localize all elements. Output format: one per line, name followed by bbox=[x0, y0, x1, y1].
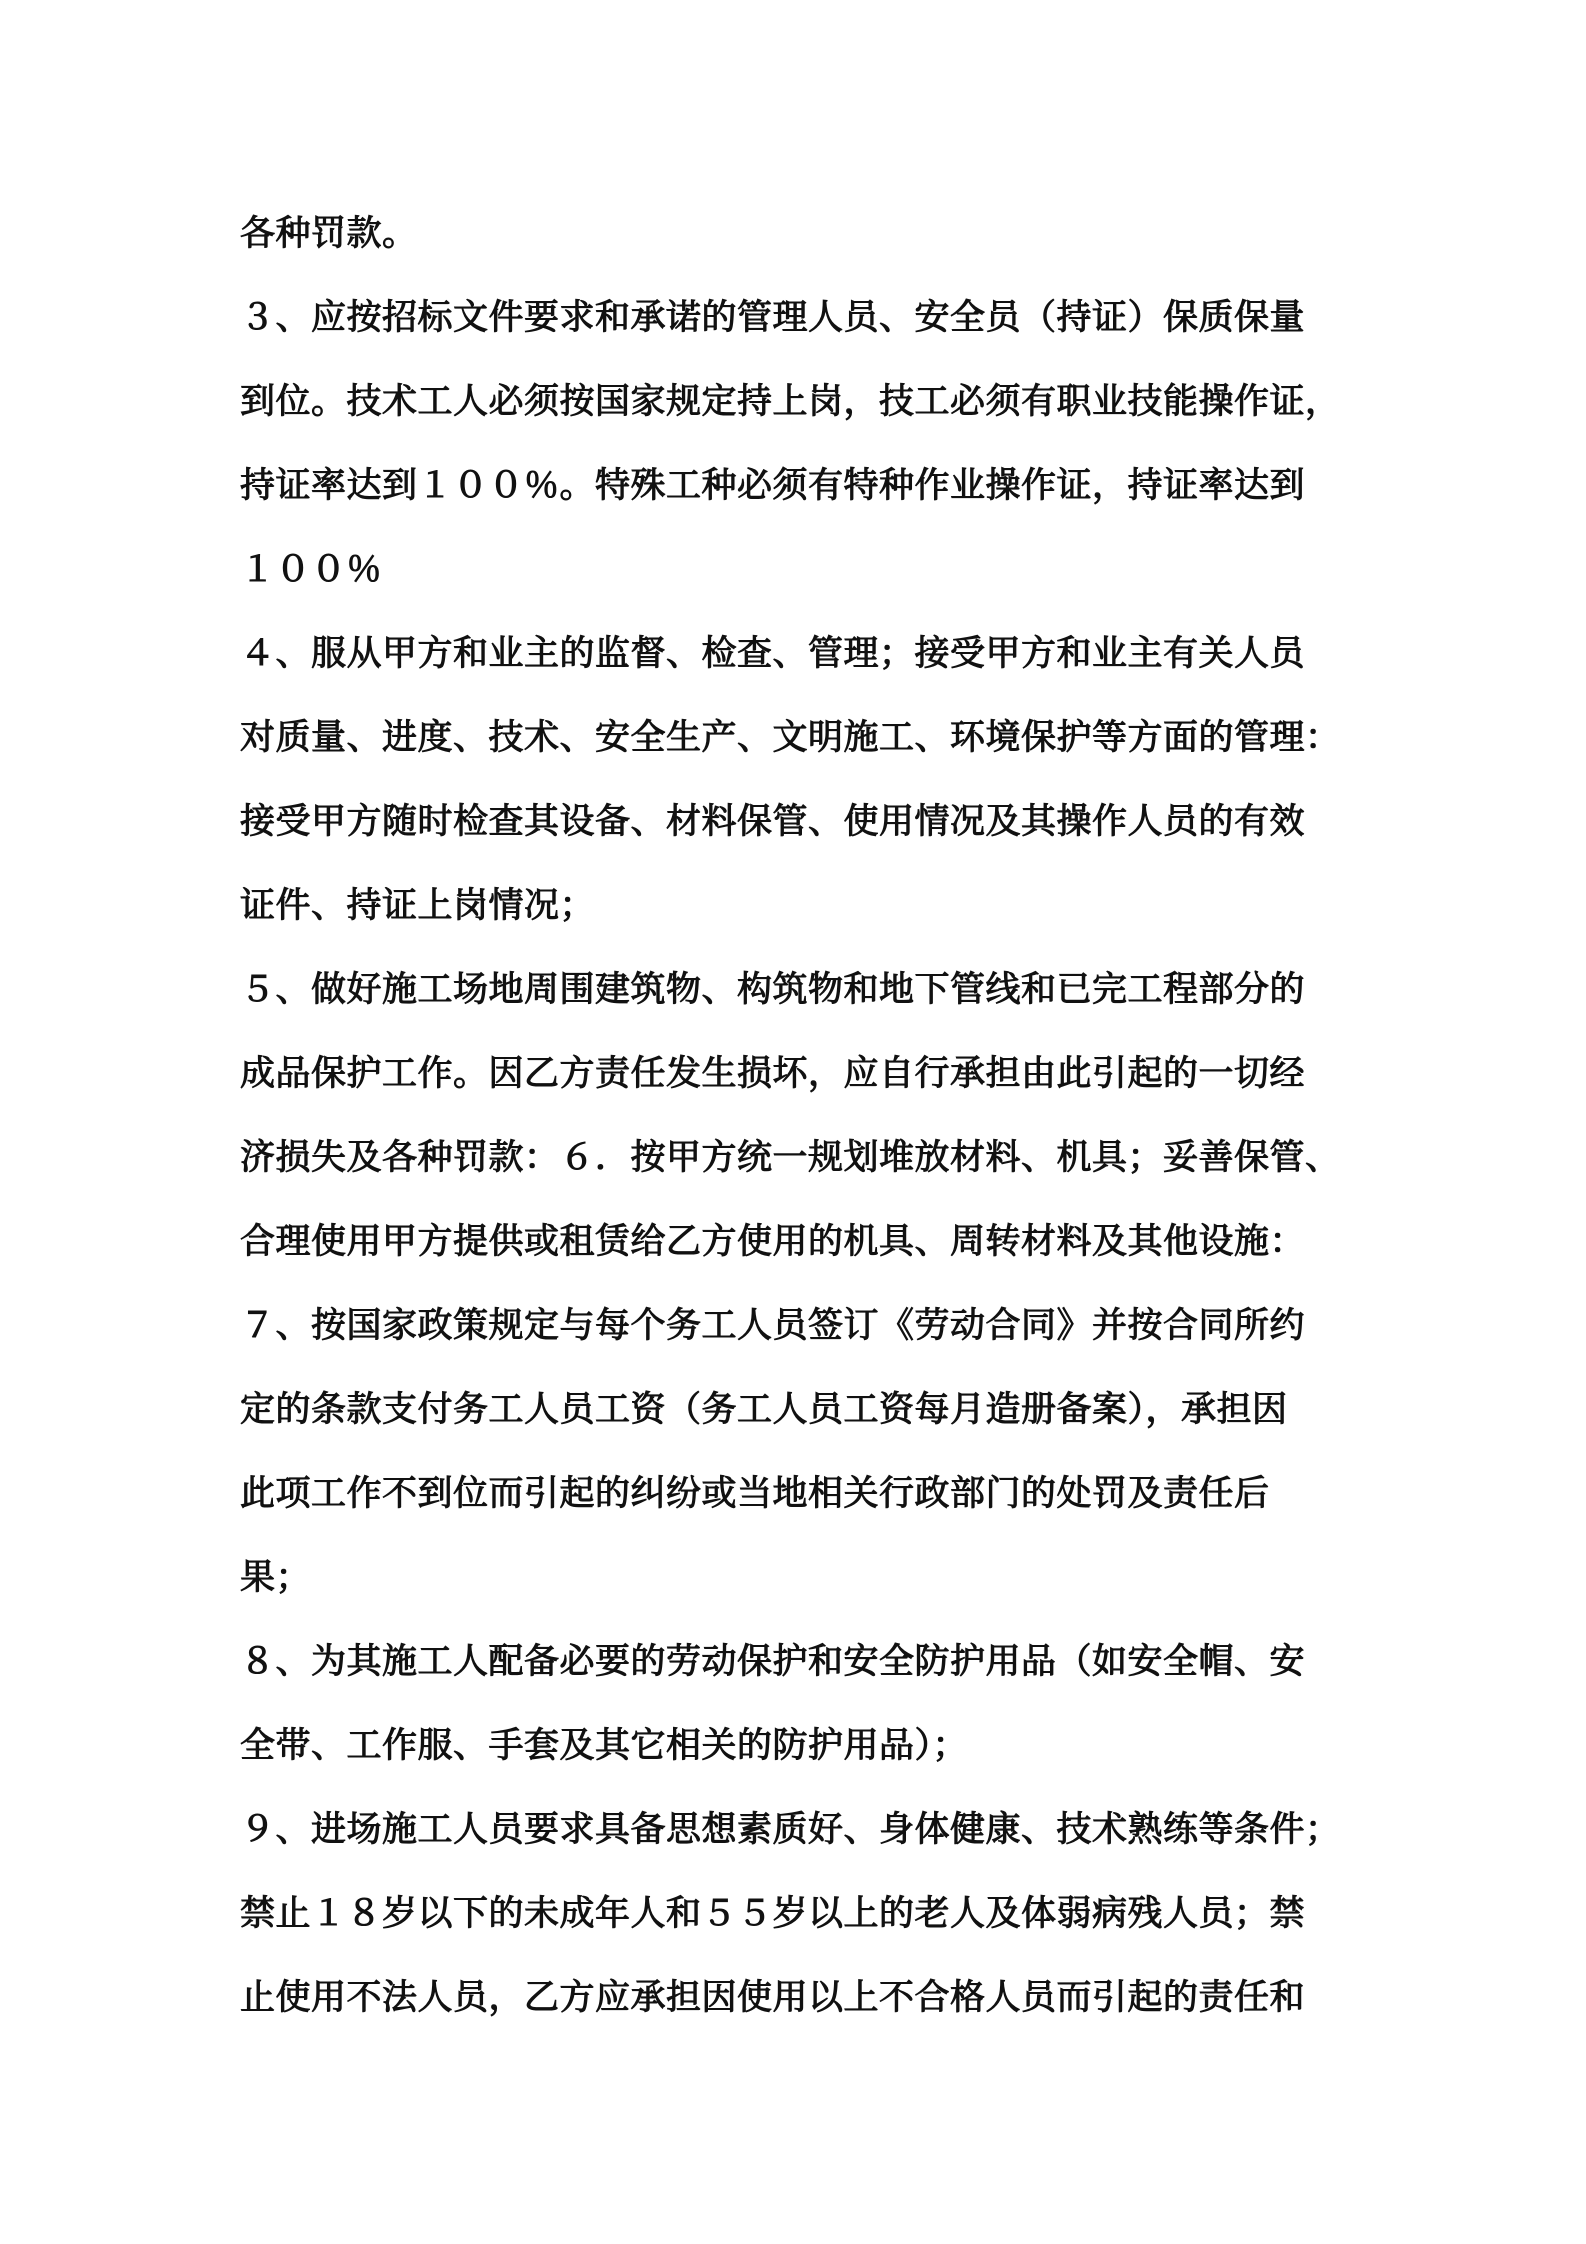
text-line: 止使用不法人员，乙方应承担因使用以上不合格人员而引起的责任和 bbox=[240, 1978, 1306, 2018]
text-line: 接受甲方随时检查其设备、材料保管、使用情况及其操作人员的有效 bbox=[240, 802, 1306, 842]
text-line: ９、进场施工人员要求具备思想素质好、身体健康、技术熟练等条件； bbox=[240, 1810, 1341, 1850]
text-line: 到位。技术工人必须按国家规定持上岗，技工必须有职业技能操作证， bbox=[240, 382, 1341, 422]
text-line: ３、应按招标文件要求和承诺的管理人员、安全员（持证）保质保量 bbox=[240, 298, 1306, 338]
text-line: 全带、工作服、手套及其它相关的防护用品）； bbox=[240, 1726, 969, 1766]
text-line: 此项工作不到位而引起的纠纷或当地相关行政部门的处罚及责任后 bbox=[240, 1474, 1270, 1514]
text-line: 成品保护工作。因乙方责任发生损坏，应自行承担由此引起的一切经 bbox=[240, 1054, 1306, 1094]
text-line: １００％ bbox=[240, 550, 383, 590]
text-line: 果； bbox=[240, 1558, 312, 1598]
text-line: ５、做好施工场地周围建筑物、构筑物和地下管线和已完工程部分的 bbox=[240, 970, 1306, 1010]
text-line: 对质量、进度、技术、安全生产、文明施工、环境保护等方面的管理： bbox=[240, 718, 1341, 758]
text-line: 合理使用甲方提供或租赁给乙方使用的机具、周转材料及其他设施： bbox=[240, 1222, 1306, 1262]
text-line: ７、按国家政策规定与每个务工人员签订《劳动合同》并按合同所约 bbox=[240, 1306, 1306, 1346]
contract-text-body bbox=[240, 192, 1360, 2040]
text-line: ４、服从甲方和业主的监督、检查、管理；接受甲方和业主有关人员 bbox=[240, 634, 1306, 674]
text-line: 持证率达到１００％。特殊工种必须有特种作业操作证，持证率达到 bbox=[240, 466, 1306, 506]
text-line: 济损失及各种罚款：６．按甲方统一规划堆放材料、机具；妥善保管、 bbox=[240, 1138, 1341, 1178]
text-line: 定的条款支付务工人员工资（务工人员工资每月造册备案），承担因 bbox=[240, 1390, 1288, 1430]
text-line: 各种罚款。 bbox=[240, 214, 418, 254]
text-line: 证件、持证上岗情况； bbox=[240, 886, 596, 926]
text-line: 禁止１８岁以下的未成年人和５５岁以上的老人及体弱病残人员；禁 bbox=[240, 1894, 1306, 1934]
text-line: ８、为其施工人配备必要的劳动保护和安全防护用品（如安全帽、安 bbox=[240, 1642, 1306, 1682]
